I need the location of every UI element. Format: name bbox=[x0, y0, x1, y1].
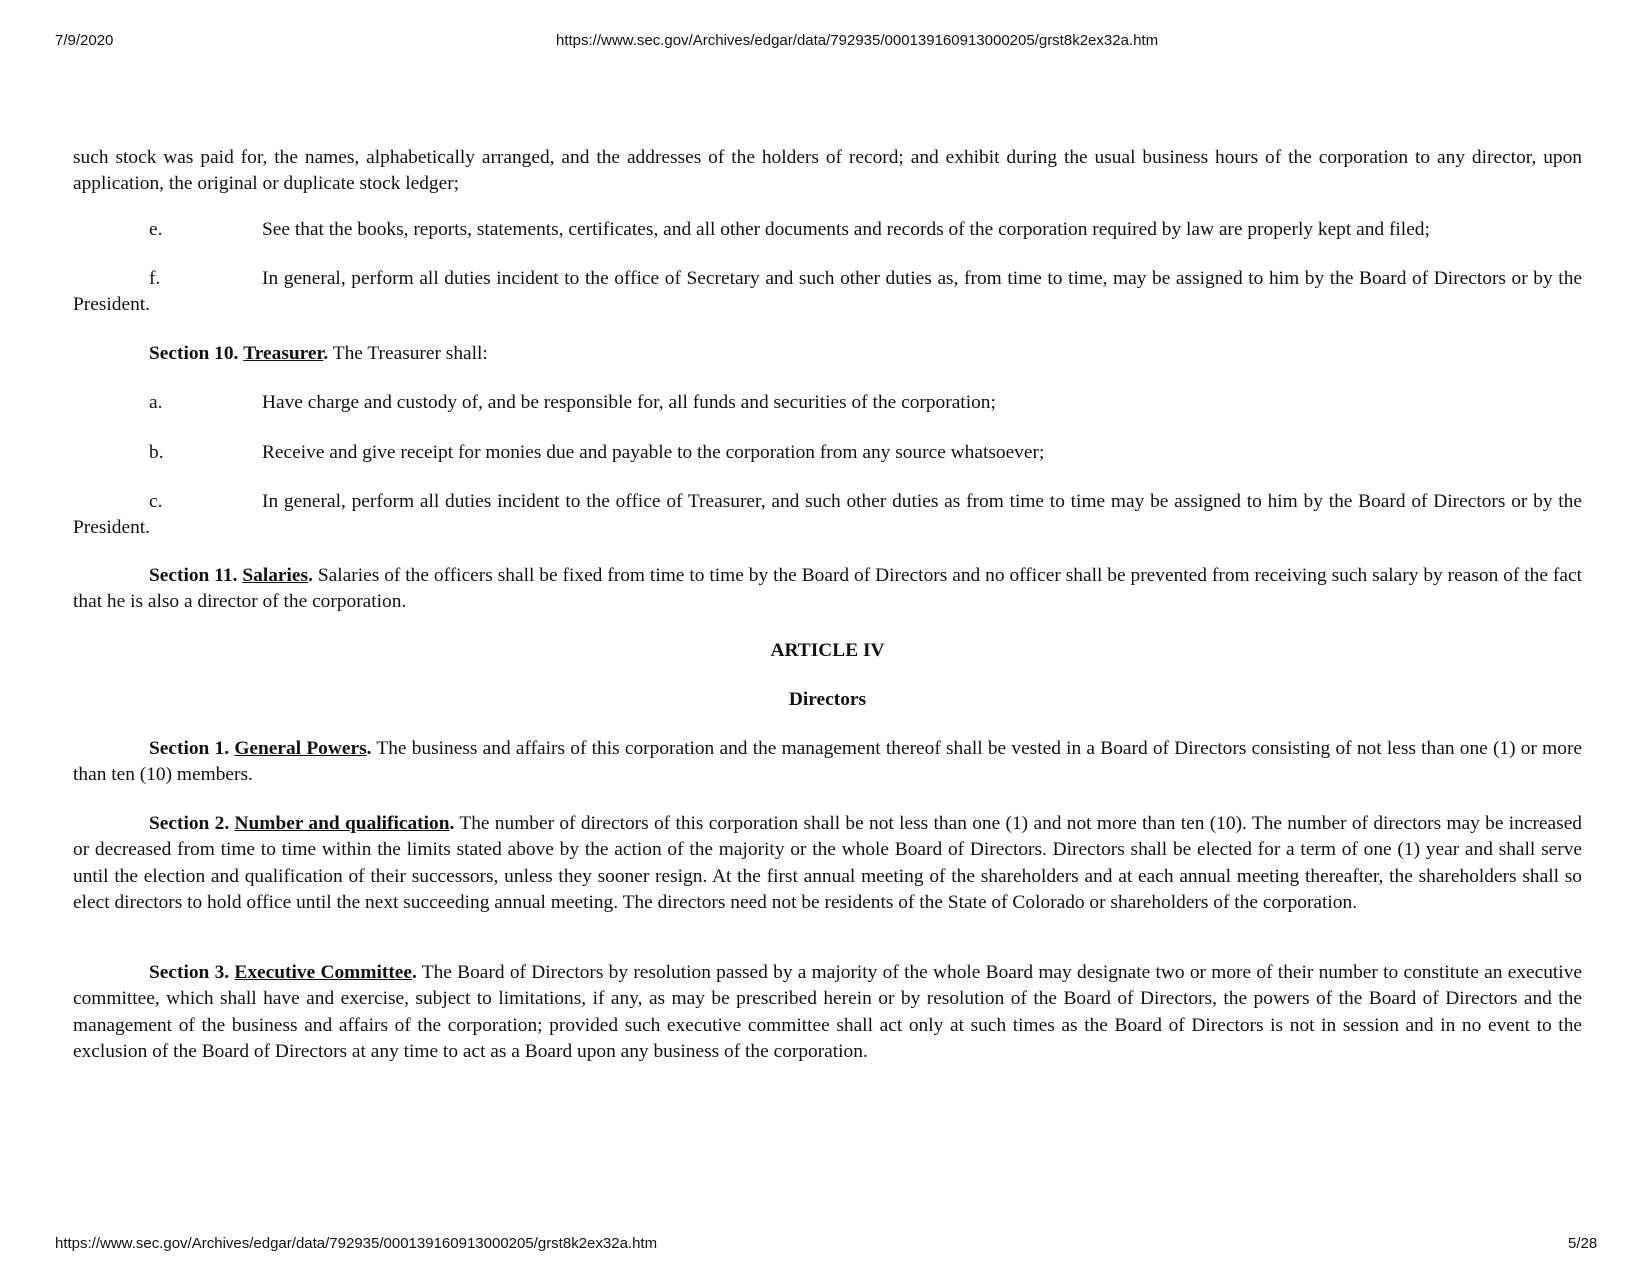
treasurer-item-a bbox=[73, 390, 1582, 416]
secretary-item-f bbox=[73, 266, 1582, 319]
section-number: Section 2. bbox=[149, 813, 230, 834]
section-text: Salaries of the officers shall be fixed from time to time by the Board of Directors and no officer shall be prevented from receiving such salary by reason of the fact that he is also a director of the corporation. bbox=[73, 565, 1582, 613]
section-number: Section 11. bbox=[149, 565, 238, 586]
item-label: f. bbox=[149, 268, 161, 289]
footer-url: https://www.sec.gov/Archives/edgar/data/792935/000139160913000205/grst8k2ex32a.htm bbox=[55, 1235, 658, 1252]
header-url: https://www.sec.gov/Archives/edgar/data/792935/000139160913000205/grst8k2ex32a.htm bbox=[556, 32, 1159, 49]
section-number: Section 3. bbox=[149, 962, 230, 983]
article-4-section-2: Section 2. Number and qualification. The number of directors of this corporation shall be not less than one (1) and not more than ten (10). The number of directors may be increased or decreased from time to time within the limits stated above by the action of the majority or the whole Board of Directors. Directors shall be elected for a term of one (1) year and shall serve until the election and qualification of their successors, unless they sooner resign. At the first annual meeting of the shareholders and at each annual meeting thereafter, the shareholders shall so elect directors to hold office until the next succeeding annual meeting. The directors need not be residents of the State of Colorado or shareholders of the corporation. bbox=[73, 813, 1582, 914]
header-date: 7/9/2020 bbox=[55, 32, 114, 49]
section-title: General Powers bbox=[234, 738, 367, 759]
article-subheading: Directors bbox=[788, 689, 867, 710]
item-text: In general, perform all duties incident to the office of Secretary and such other duties as, from time to time, may be assigned to him by the Board of Directors or by the President. bbox=[73, 268, 1582, 316]
item-label: b. bbox=[149, 442, 164, 463]
section-text: The number of directors of this corporation shall be not less than one (1) and not more than ten (10). The number of directors may be increased or decreased from time to time within the limits stated above by the action of the majority or the whole Board of Directors. Directors shall be elected for a term of one (1) year and shall serve until the election and qualification of their successors, unless they sooner resign. At the first annual meeting of the shareholders and at each annual meeting thereafter, the shareholders shall so elect directors to hold office until the next succeeding annual meeting. The directors need not be residents of the State of Colorado or shareholders of the corporation. bbox=[73, 813, 1582, 914]
section-title: Treasurer bbox=[243, 343, 324, 364]
treasurer-item-b bbox=[73, 440, 1582, 466]
section-title: Salaries bbox=[242, 565, 309, 586]
item-text: Receive and give receipt for monies due and payable to the corporation from any source whatsoever; bbox=[262, 442, 1045, 463]
item-text: In general, perform all duties incident to the office of Treasurer, and such other duties as from time to time may be assigned to him by the Board of Directors or by the President. bbox=[73, 491, 1582, 539]
section-title: Executive Committee bbox=[234, 962, 412, 983]
section-10-treasurer: Section 10. Treasurer. The Treasurer shall: bbox=[149, 343, 488, 364]
section-text: The Board of Directors by resolution passed by a majority of the whole Board may designate two or more of their number to constitute an executive committee, which shall have and exercise, subject to limitations, if any, as may be prescribed herein or by resolution of the Board of Directors, the powers of the Board of Directors and the management of the business and affairs of the corporation; provided such executive committee shall act only at such times as the Board of Directors is not in session and in no event to the exclusion of the Board of Directors at any time to act as a Board upon any business of the corporation. bbox=[73, 962, 1582, 1063]
item-text: See that the books, reports, statements, certificates, and all other documents and records of the corporation required by law are properly kept and filed; bbox=[262, 219, 1430, 240]
page-number: 5/28 bbox=[1568, 1235, 1598, 1252]
article-4-section-3: Section 3. Executive Committee. The Board of Directors by resolution passed by a majority of the whole Board may designate two or more of their number to constitute an executive committee, which shall have and exercise, subject to limitations, if any, as may be prescribed herein or by resolution of the Board of Directors, the powers of the Board of Directors and the management of the business and affairs of the corporation; provided such executive committee shall act only at such times as the Board of Directors is not in session and in no event to the exclusion of the Board of Directors at any time to act as a Board upon any business of the corporation. bbox=[73, 962, 1582, 1063]
item-label: c. bbox=[149, 491, 163, 512]
section-number: Section 1. bbox=[149, 738, 230, 759]
item-label: e. bbox=[149, 219, 163, 240]
article-heading: ARTICLE IV bbox=[770, 640, 885, 661]
item-text: Have charge and custody of, and be responsible for, all funds and securities of the corporation; bbox=[262, 392, 996, 413]
section-number: Section 10. bbox=[149, 343, 239, 364]
item-label: a. bbox=[149, 392, 163, 413]
article-4-section-1: Section 1. General Powers. The business and affairs of this corporation and the management thereof shall be vested in a Board of Directors consisting of not less than one (1) or more than ten (10) members. bbox=[73, 738, 1583, 786]
section-11-salaries: Section 11. Salaries. Salaries of the officers shall be fixed from time to time by the Board of Directors and no officer shall be prevented from receiving such salary by reason of the fact that he is also a director of the corporation. bbox=[73, 565, 1582, 613]
secretary-item-e bbox=[73, 217, 1582, 243]
section-title: Number and qualification bbox=[234, 813, 450, 834]
treasurer-item-c bbox=[73, 489, 1582, 542]
section-text: The business and affairs of this corporation and the management thereof shall be vested in a Board of Directors consisting of not less than one (1) or more than ten (10) members. bbox=[73, 738, 1583, 786]
continuation-paragraph: such stock was paid for, the names, alphabetically arranged, and the addresses of the holders of record; and exhibit during the usual business hours of the corporation to any director, upon application, the original or duplicate stock ledger; bbox=[73, 147, 1582, 195]
section-text: The Treasurer shall: bbox=[332, 343, 488, 364]
